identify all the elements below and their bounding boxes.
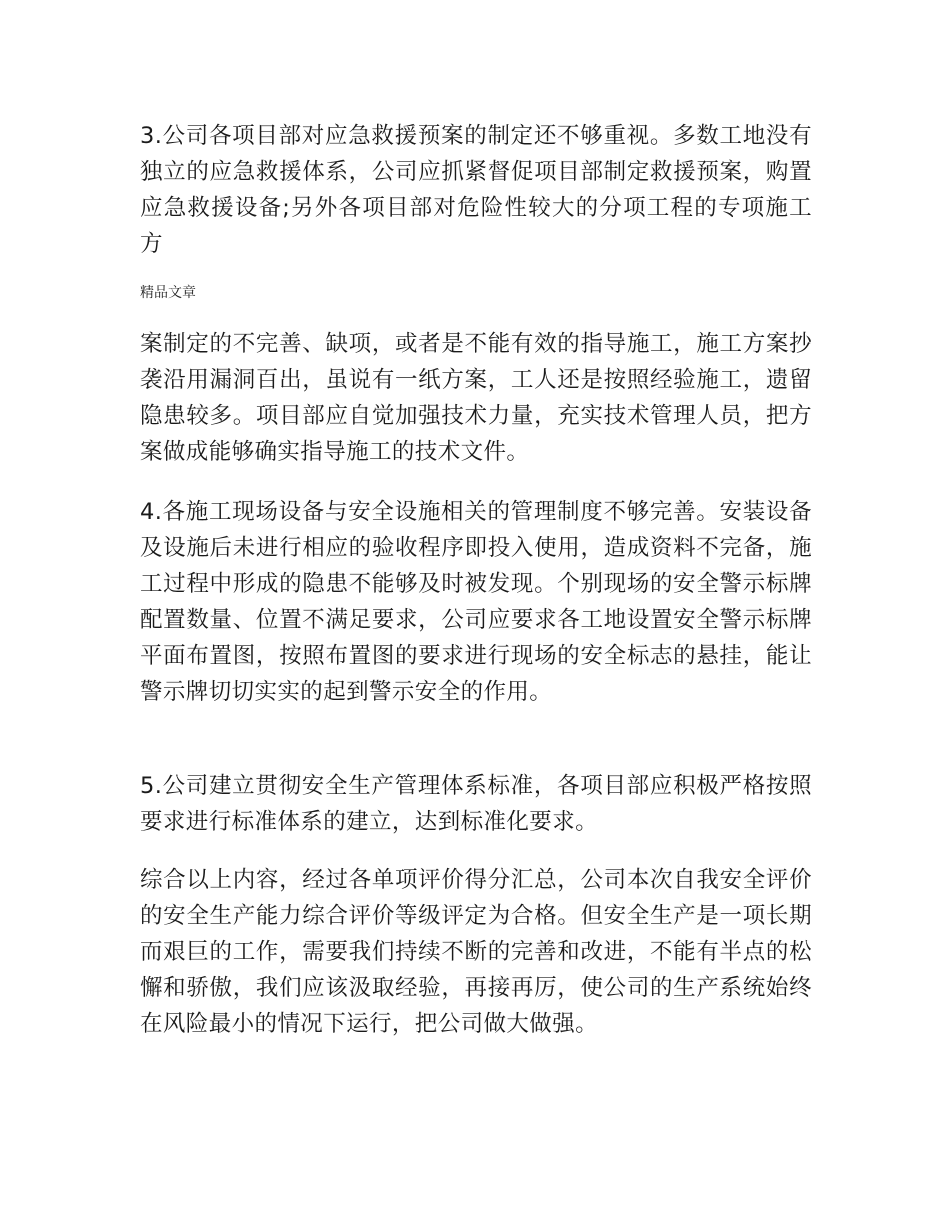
paragraph-item-4: 4.各施工现场设备与安全设施相关的管理制度不够完善。安装设备及设施后未进行相应的验收程序即投入使用，造成资料不完备，施工过程中形成的隐患不能够及时被发现。个别现场的安全警示标牌配置数量、位置不满足要求，公司应要求各工地设置安全警示标牌平面布置图，按照布置图的要求进行现场的安全标志的悬挂，能让警示牌切切实实的起到警示安全的作用。 <box>140 499 812 705</box>
paragraph-item-3-continued: 案制定的不完善、缺项，或者是不能有效的指导施工，施工方案抄袭沿用漏洞百出，虽说有一纸方案，工人还是按照经验施工，遗留隐患较多。项目部应自觉加强技术力量，充实技术管理人员，把方案做成能够确实指导施工的技术文件。 <box>140 331 812 465</box>
paragraph-item-3: 3.公司各项目部对应急救援预案的制定还不够重视。多数工地没有独立的应急救援体系，公司应抓紧督促项目部制定救援预案，购置应急救援设备;另外各项目部对危险性较大的分项工程的专项施工方 <box>140 123 812 257</box>
page-header-note: 精品文章 <box>140 285 196 301</box>
paragraph-conclusion: 综合以上内容，经过各单项评价得分汇总，公司本次自我安全评价的安全生产能力综合评价等级评定为合格。但安全生产是一项长期而艰巨的工作，需要我们持续不断的完善和改进，不能有半点的松懈和骄傲，我们应该汲取经验，再接再厉，使公司的生产系统始终在风险最小的情况下运行，把公司做大做强。 <box>140 867 812 1037</box>
paragraph-item-5: 5.公司建立贯彻安全生产管理体系标准，各项目部应积极严格按照要求进行标准体系的建立，达到标准化要求。 <box>140 773 812 835</box>
